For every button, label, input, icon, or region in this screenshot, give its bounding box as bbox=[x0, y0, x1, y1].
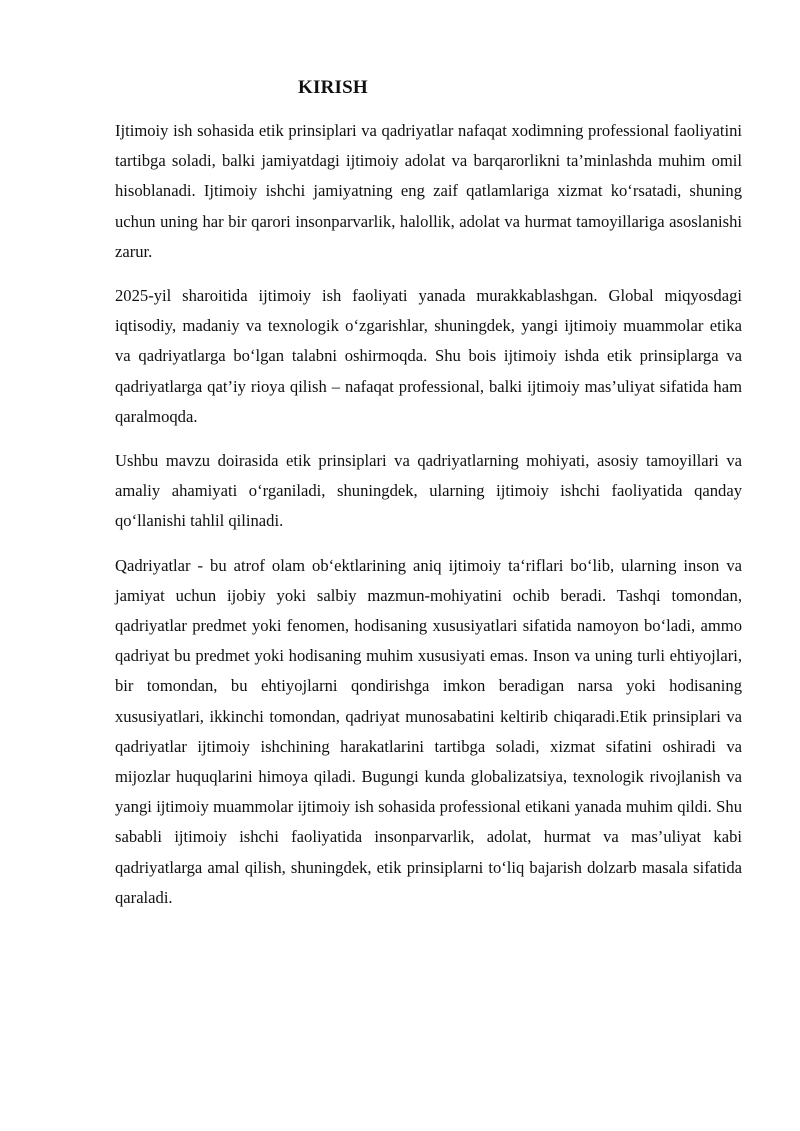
document-body bbox=[115, 116, 742, 927]
paragraph-2: 2025-yil sharoitida ijtimoiy ish faoliyati yanada murakkablashgan. Global miqyosdagi iqtisodiy, madaniy va texnologik o‘zgarishlar, shuningdek, yangi ijtimoiy muammolar etika va qadriyatlarga bo‘lgan talabni oshirmoqda. Shu bois ijtimoiy ishda etik prinsiplarga va qadriyatlarga qat’iy rioya qilish – nafaqat professional, balki ijtimoiy mas’uliyat sifatida ham qaralmoqda. bbox=[115, 286, 742, 426]
paragraph-1: Ijtimoiy ish sohasida etik prinsiplari va qadriyatlar nafaqat xodimning professional faoliyatini tartibga soladi, balki jamiyatdagi ijtimoiy adolat va barqarorlikni ta’minlashda muhim omil hisoblanadi. Ijtimoiy ishchi jamiyatning eng zaif qatlamlariga xizmat ko‘rsatadi, shuning uchun uning har bir qarori insonparvarlik, halollik, adolat va hurmat tamoyillariga asoslanishi zarur. bbox=[115, 121, 742, 261]
paragraph-3: Ushbu mavzu doirasida etik prinsiplari va qadriyatlarning mohiyati, asosiy tamoyillari va amaliy ahamiyati o‘rganiladi, shuningdek, ularning ijtimoiy ishchi faoliyatida qanday qo‘llanishi tahlil qilinadi. bbox=[115, 451, 742, 531]
paragraph-4: Qadriyatlar - bu atrof olam ob‘ektlarining aniq ijtimoiy ta‘riflari bo‘lib, ularning inson va jamiyat uchun ijobiy yoki salbiy mazmun-mohiyatini ochib beradi. Tashqi tomondan, qadriyatlar predmet yoki fenomen, hodisaning xususiyatlari sifatida namoyon bo‘ladi, ammo qadriyat bu predmet yoki hodisaning muhim xususiyati emas. Inson va uning turli ehtiyojlari, bir tomondan, bu ehtiyojlarni qondirishga imkon beradigan narsa yoki hodisaning xususiyatlari, ikkinchi tomondan, qadriyat munosabatini keltirib chiqaradi.Etik prinsiplari va qadriyatlar ijtimoiy ishchining harakatlarini tartibga soladi, xizmat sifatini oshiradi va mijozlar huquqlarini himoya qiladi. Bugungi kunda globalizatsiya, texnologik rivojlanish va yangi ijtimoiy muammolar ijtimoiy ish sohasida professional etikani yanada muhim qildi. Shu sababli ijtimoiy ishchi faoliyatida insonparvarlik, adolat, hurmat va mas’uliyat kabi qadriyatlarga amal qilish, shuningdek, etik prinsiplarni to‘liq bajarish dolzarb masala sifatida qaraladi. bbox=[115, 555, 742, 907]
page-title: KIRISH bbox=[298, 77, 368, 98]
